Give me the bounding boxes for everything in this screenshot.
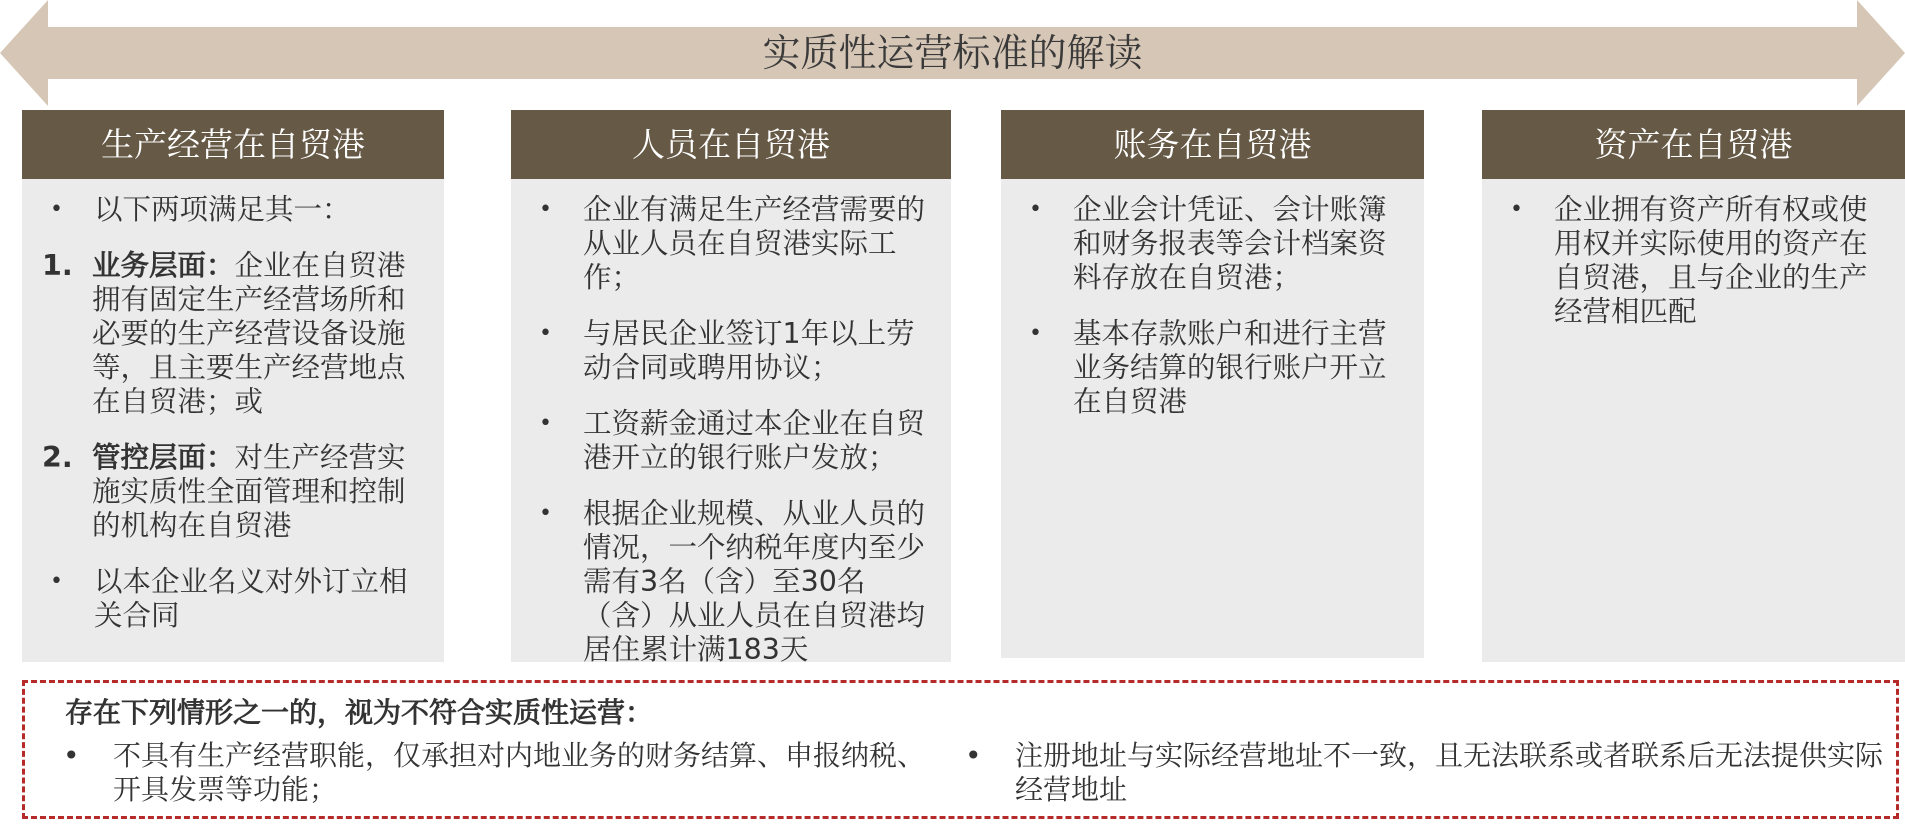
item-text: 企业会计凭证、会计账簿和财务报表等会计档案资料存放在自贸港； [1073, 193, 1387, 294]
item-lead: 管控层面： [92, 441, 235, 474]
column-title: 生产经营在自贸港 [22, 110, 444, 179]
non-compliance-box [22, 680, 1899, 819]
item-lead: 业务层面： [92, 249, 235, 282]
column-body [1482, 179, 1905, 329]
item-text: 以下两项满足其一： [94, 193, 351, 226]
list-item [1019, 193, 1406, 295]
non-compliance-title: 存在下列情形之一的，视为不符合实质性运营： [65, 696, 654, 729]
item-text: 对生产经营实施实质性全面管理和控制的机构在自贸港 [92, 441, 406, 542]
non-compliance-item [927, 739, 1887, 807]
bullet-marker: • [1029, 197, 1042, 222]
bullet-marker: • [539, 197, 552, 222]
bullet-marker: • [539, 321, 552, 346]
bullet-marker: • [1510, 197, 1523, 222]
bullet-marker: • [50, 197, 63, 222]
item-text: 工资薪金通过本企业在自贸港开立的银行账户发放； [583, 407, 926, 474]
list-item [529, 497, 933, 667]
non-compliance-item [25, 739, 945, 807]
column-assets [1482, 110, 1905, 662]
item-text: 根据企业规模、从业人员的情况，一个纳税年度内至少需有3名（含）至30名（含）从业人员在自贸港均居住累计满183天 [583, 497, 926, 666]
bullet-marker: • [965, 739, 982, 772]
column-title: 资产在自贸港 [1482, 110, 1905, 179]
item-text: 与居民企业签订1年以上劳动合同或聘用协议； [583, 317, 915, 384]
list-item [1019, 317, 1406, 419]
item-text: 基本存款账户和进行主营业务结算的银行账户开立在自贸港 [1073, 317, 1387, 418]
item-text: 不具有生产经营职能，仅承担对内地业务的财务结算、申报纳税、开具发票等功能； [113, 739, 926, 806]
column-personnel [511, 110, 951, 666]
list-item [40, 565, 426, 633]
column-accounts [1001, 110, 1424, 658]
number-marker: 1. [42, 249, 73, 282]
column-body [1001, 179, 1424, 419]
list-item [40, 193, 426, 227]
banner-title: 实质性运营标准的解读 [762, 31, 1143, 75]
bullet-marker: • [63, 739, 80, 772]
column-production [22, 110, 444, 662]
item-text: 企业拥有资产所有权或使用权并实际使用的资产在自贸港，且与企业的生产经营相匹配 [1554, 193, 1868, 328]
bullet-marker: • [539, 501, 552, 526]
list-item [40, 441, 426, 543]
column-body [22, 179, 444, 633]
bullet-marker: • [1029, 321, 1042, 346]
list-item [1500, 193, 1887, 329]
list-item [40, 249, 426, 419]
bullet-marker: • [50, 569, 63, 594]
list-item [529, 193, 933, 295]
item-text: 企业有满足生产经营需要的从业人员在自贸港实际工作； [583, 193, 926, 294]
column-title: 账务在自贸港 [1001, 110, 1424, 179]
list-item [529, 407, 933, 475]
item-text: 企业在自贸港拥有固定生产经营场所和必要的生产经营设备设施等，且主要生产经营地点在自贸港；或 [92, 249, 406, 418]
item-text-wrap [92, 441, 426, 543]
item-text: 注册地址与实际经营地址不一致，且无法联系或者联系后无法提供实际经营地址 [1015, 739, 1884, 806]
list-item [529, 317, 933, 385]
column-body [511, 179, 951, 667]
column-title: 人员在自贸港 [511, 110, 951, 179]
bullet-marker: • [539, 411, 552, 436]
number-marker: 2. [42, 441, 73, 474]
item-text-wrap [92, 249, 426, 419]
item-text: 以本企业名义对外订立相关合同 [94, 565, 408, 632]
